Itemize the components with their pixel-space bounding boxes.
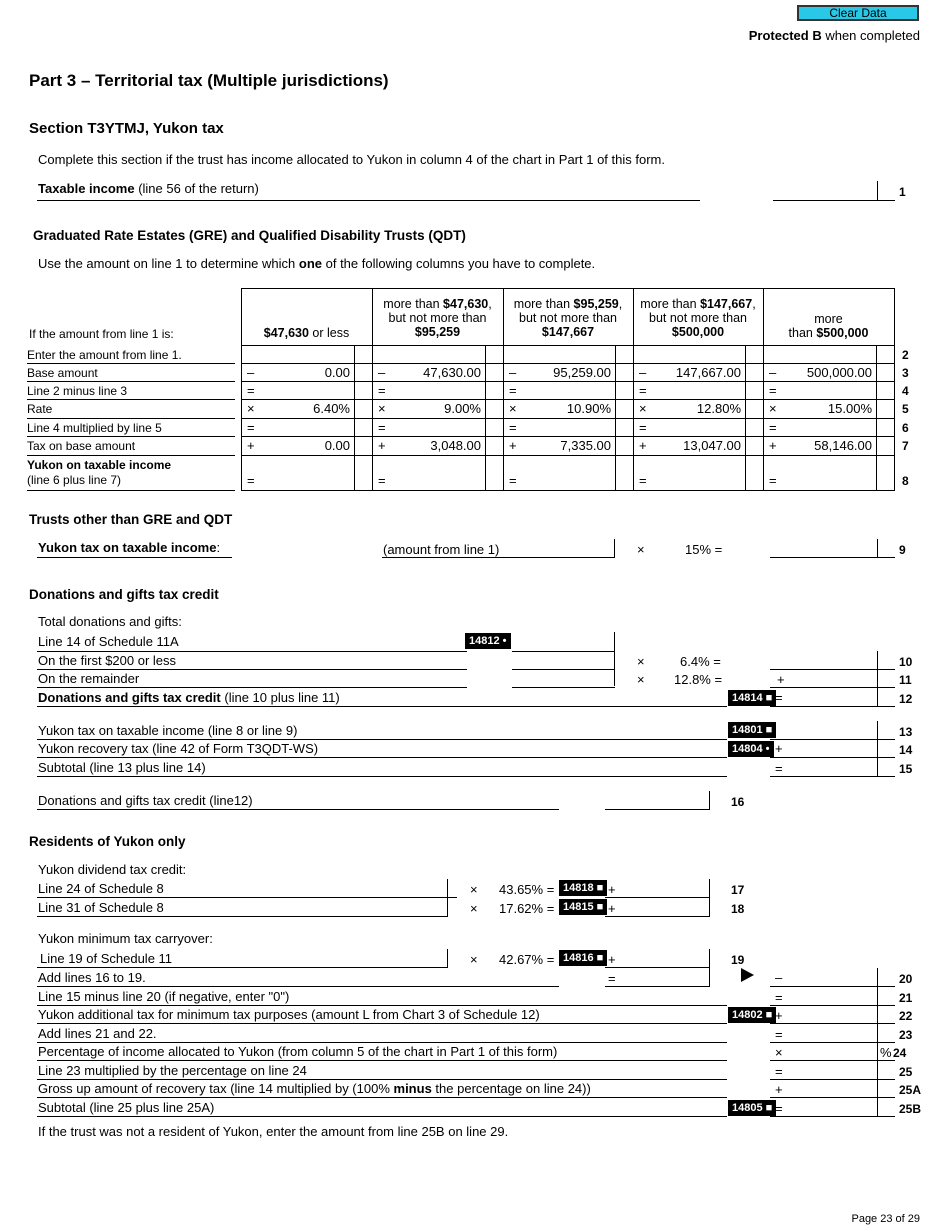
- clear-data-button[interactable]: Clear Data: [797, 5, 919, 21]
- line-19-input[interactable]: [605, 967, 710, 968]
- gre-cell-value[interactable]: 500,000.00: [806, 365, 872, 380]
- gre-cell-value[interactable]: 95,259.00: [553, 365, 611, 380]
- gre-row-label: Base amount: [27, 366, 98, 380]
- gre-cell-value[interactable]: 13,047.00: [683, 438, 741, 453]
- gre-column-header: more than $500,000: [788, 312, 869, 340]
- gre-cell-value[interactable]: 12.80%: [696, 401, 741, 416]
- residents-title: Residents of Yukon only: [29, 834, 186, 849]
- line-12-label: Donations and gifts tax credit (line 10 plus line 11): [38, 690, 340, 705]
- line-9-amount-label: (amount from line 1): [383, 542, 500, 557]
- gre-cell-value[interactable]: 6.40%: [313, 401, 350, 416]
- gre-cell-value[interactable]: 3,048.00: [430, 438, 481, 453]
- gre-cell-value[interactable]: 58,146.00: [814, 438, 872, 453]
- field-code-14812: 14812 •: [465, 633, 511, 649]
- line-20-left-input[interactable]: [605, 986, 710, 987]
- protected-notice: Protected B when completed: [748, 28, 920, 43]
- gre-column-label: If the amount from line 1 is:: [29, 327, 174, 341]
- line-9-label: Yukon tax on taxable income:: [38, 540, 221, 555]
- gre-row-label: Rate: [27, 402, 53, 416]
- gre-cell-value[interactable]: 7,335.00: [560, 438, 611, 453]
- donations-line14-input[interactable]: [512, 651, 615, 652]
- gre-column-header: $47,630 or less: [263, 326, 350, 340]
- donations-title: Donations and gifts tax credit: [29, 587, 219, 602]
- field-code-14804: 14804 •: [728, 741, 774, 757]
- gre-cell-value[interactable]: 0.00: [324, 365, 350, 380]
- line-1-label: Taxable income (line 56 of the return): [38, 181, 259, 196]
- gre-title: Graduated Rate Estates (GRE) and Qualified Disability Trusts (QDT): [33, 228, 466, 243]
- gre-column-header: more than $47,630, but not more than $95,259: [383, 297, 492, 339]
- field-code-14801: 14801 ■: [728, 722, 776, 738]
- line-number-1: 1: [899, 185, 906, 199]
- gre-row-label: Line 4 multiplied by line 5: [27, 421, 162, 435]
- line-25a-label: Gross up amount of recovery tax (line 14 multiplied by (100% minus the percentage on line 24)): [38, 1081, 591, 1096]
- field-code-14818: 14818 ■: [559, 880, 607, 896]
- gre-row-label: Tax on base amount: [27, 439, 136, 453]
- line-1-underline: [37, 200, 700, 201]
- gre-cell-value[interactable]: 10.90%: [566, 401, 611, 416]
- line-9-rate: 15% =: [685, 542, 723, 557]
- page-number: Page 23 of 29: [851, 1213, 920, 1225]
- gre-cell-value[interactable]: 47,630.00: [423, 365, 481, 380]
- section-title: Section T3YTMJ, Yukon tax: [29, 120, 224, 137]
- line-9-amount-input[interactable]: [382, 557, 615, 558]
- gre-row-label: Line 2 minus line 3: [27, 384, 128, 398]
- gre-column-header: more than $95,259, but not more than $147,667: [513, 297, 623, 339]
- field-code-14814: 14814 ■: [728, 690, 776, 706]
- line-18-input[interactable]: [605, 916, 710, 917]
- field-code-14816: 14816 ■: [559, 950, 607, 966]
- donations-remainder-input[interactable]: [512, 687, 615, 688]
- intro-text: Complete this section if the trust has income allocated to Yukon in column 4 of the chart in Part 1 of this form.: [38, 152, 665, 167]
- gre-cell-value[interactable]: 147,667.00: [675, 365, 741, 380]
- field-code-14815: 14815 ■: [559, 899, 607, 915]
- part-title: Part 3 – Territorial tax (Multiple jurisdictions): [29, 71, 389, 90]
- gre-column-header: more than $147,667, but not more than $500,000: [640, 297, 756, 339]
- arrow-right-icon: [741, 968, 754, 982]
- gre-cell-value[interactable]: 9.00%: [444, 401, 481, 416]
- line-17-input[interactable]: [605, 897, 710, 898]
- donations-line14-label: Line 14 of Schedule 11A: [38, 634, 179, 649]
- trusts-title: Trusts other than GRE and QDT: [29, 512, 233, 527]
- field-code: 14805 ■: [728, 1100, 776, 1116]
- donations-first-input[interactable]: [512, 669, 615, 670]
- gre-cell-value[interactable]: 0.00: [324, 438, 350, 453]
- gre-row-label: Enter the amount from line 1.: [27, 348, 182, 362]
- non-resident-note: If the trust was not a resident of Yukon, enter the amount from line 25B on line 29.: [38, 1124, 509, 1139]
- gre-instructions: Use the amount on line 1 to determine which one of the following columns you have to complete.: [38, 256, 596, 271]
- gre-cell-value[interactable]: 15.00%: [827, 401, 872, 416]
- field-code: 14802 ■: [728, 1007, 776, 1023]
- line-16-input[interactable]: [605, 809, 710, 810]
